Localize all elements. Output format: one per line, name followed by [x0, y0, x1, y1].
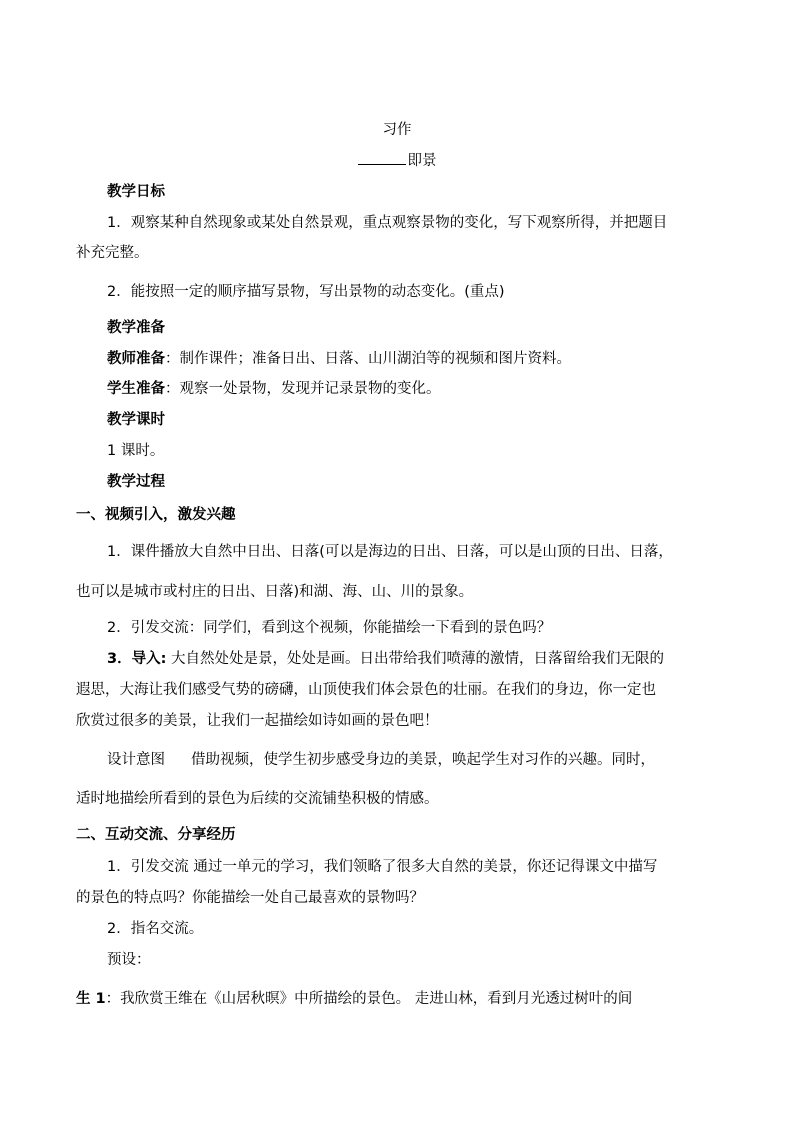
student-prep-label: 学生准备 — [107, 381, 165, 397]
goal-2: 2．能按照一定的顺序描写景物，写出景物的动态变化。(重点) — [107, 284, 505, 300]
hours-heading: 教学课时 — [107, 412, 165, 428]
part1-heading: 一、视频引入，激发兴趣 — [76, 507, 236, 523]
p2-item1-line1: 1．引发交流 通过一单元的学习，我们领略了很多大自然的美景，你还记得课文中描写 — [107, 859, 658, 875]
p1-item3-line1 — [107, 650, 664, 668]
goal-1-line2: 补充完整。 — [76, 245, 149, 261]
p1-item1-line1: 1．课件播放大自然中日出、日落(可以是海边的日出、日落，可以是山顶的日出、日落， — [107, 544, 673, 560]
prep-heading: 教学准备 — [107, 320, 165, 336]
design-intent-line1 — [107, 751, 655, 769]
design-intent-text: 借助视频，使学生初步感受身边的美景，唤起学生对习作的兴趣。同时， — [191, 752, 655, 768]
teacher-prep-label: 教师准备 — [107, 351, 165, 367]
p1-item3-line3: 欣赏过很多的美景，让我们一起描绘如诗如画的景色吧！ — [76, 713, 439, 729]
process-heading: 教学过程 — [107, 474, 165, 490]
subtitle-suffix: 即景 — [407, 153, 437, 169]
p1-item3-label: 3．导入: — [107, 651, 167, 667]
teacher-prep — [107, 350, 571, 368]
goals-heading: 教学日标 — [107, 184, 165, 200]
student-1-label: 生 1 — [76, 991, 106, 1007]
part2-heading: 二、互动交流、分享经历 — [76, 827, 236, 843]
p2-item1-line2: 的景色的特点吗？你能描绘一处自己最喜欢的景物吗？ — [76, 890, 424, 906]
p1-item2: 2．引发交流：同学们，看到这个视频，你能描绘一下看到的景色吗？ — [107, 620, 552, 636]
p1-item3-line2: 遐思，大海让我们感受气势的磅礴，山顶使我们体会景色的壮丽。在我们的身边，你一定也 — [76, 682, 656, 698]
student-prep-text: ：观察一处景物，发现并记录景物的变化。 — [165, 381, 441, 397]
doc-title: 习作 — [382, 122, 412, 138]
preset-label: 预设： — [107, 952, 151, 968]
student-1-line — [76, 990, 632, 1008]
p2-item2: 2．指名交流。 — [107, 921, 204, 937]
goal-1-line1: 1．观察某种自然现象或某处自然景观，重点观察景物的变化，写下观察所得，并把题目 — [107, 215, 668, 231]
title-blank-line — [358, 152, 406, 165]
student-prep — [107, 380, 441, 398]
design-intent-line2: 适时地描绘所看到的景色为后续的交流铺垫积极的情感。 — [76, 791, 439, 807]
doc-subtitle — [0, 152, 794, 170]
teacher-prep-text: ：制作课件；准备日出、日落、山川湖泊等的视频和图片资料。 — [165, 351, 571, 367]
design-intent-label: 设计意图 — [107, 752, 165, 768]
p1-item3-text: 大自然处处是景，处处是画。日出带给我们喷薄的激情，日落留给我们无限的 — [166, 651, 664, 667]
p1-item1-line2: 也可以是城市或村庄的日出、日落)和湖、海、山、川的景象。 — [76, 584, 474, 600]
hours-text: 1 课时。 — [107, 443, 165, 459]
student-1-text: ：我欣赏王维在《山居秋暝》中所描绘的景色。 走进山林，看到月光透过树叶的间 — [105, 991, 633, 1007]
